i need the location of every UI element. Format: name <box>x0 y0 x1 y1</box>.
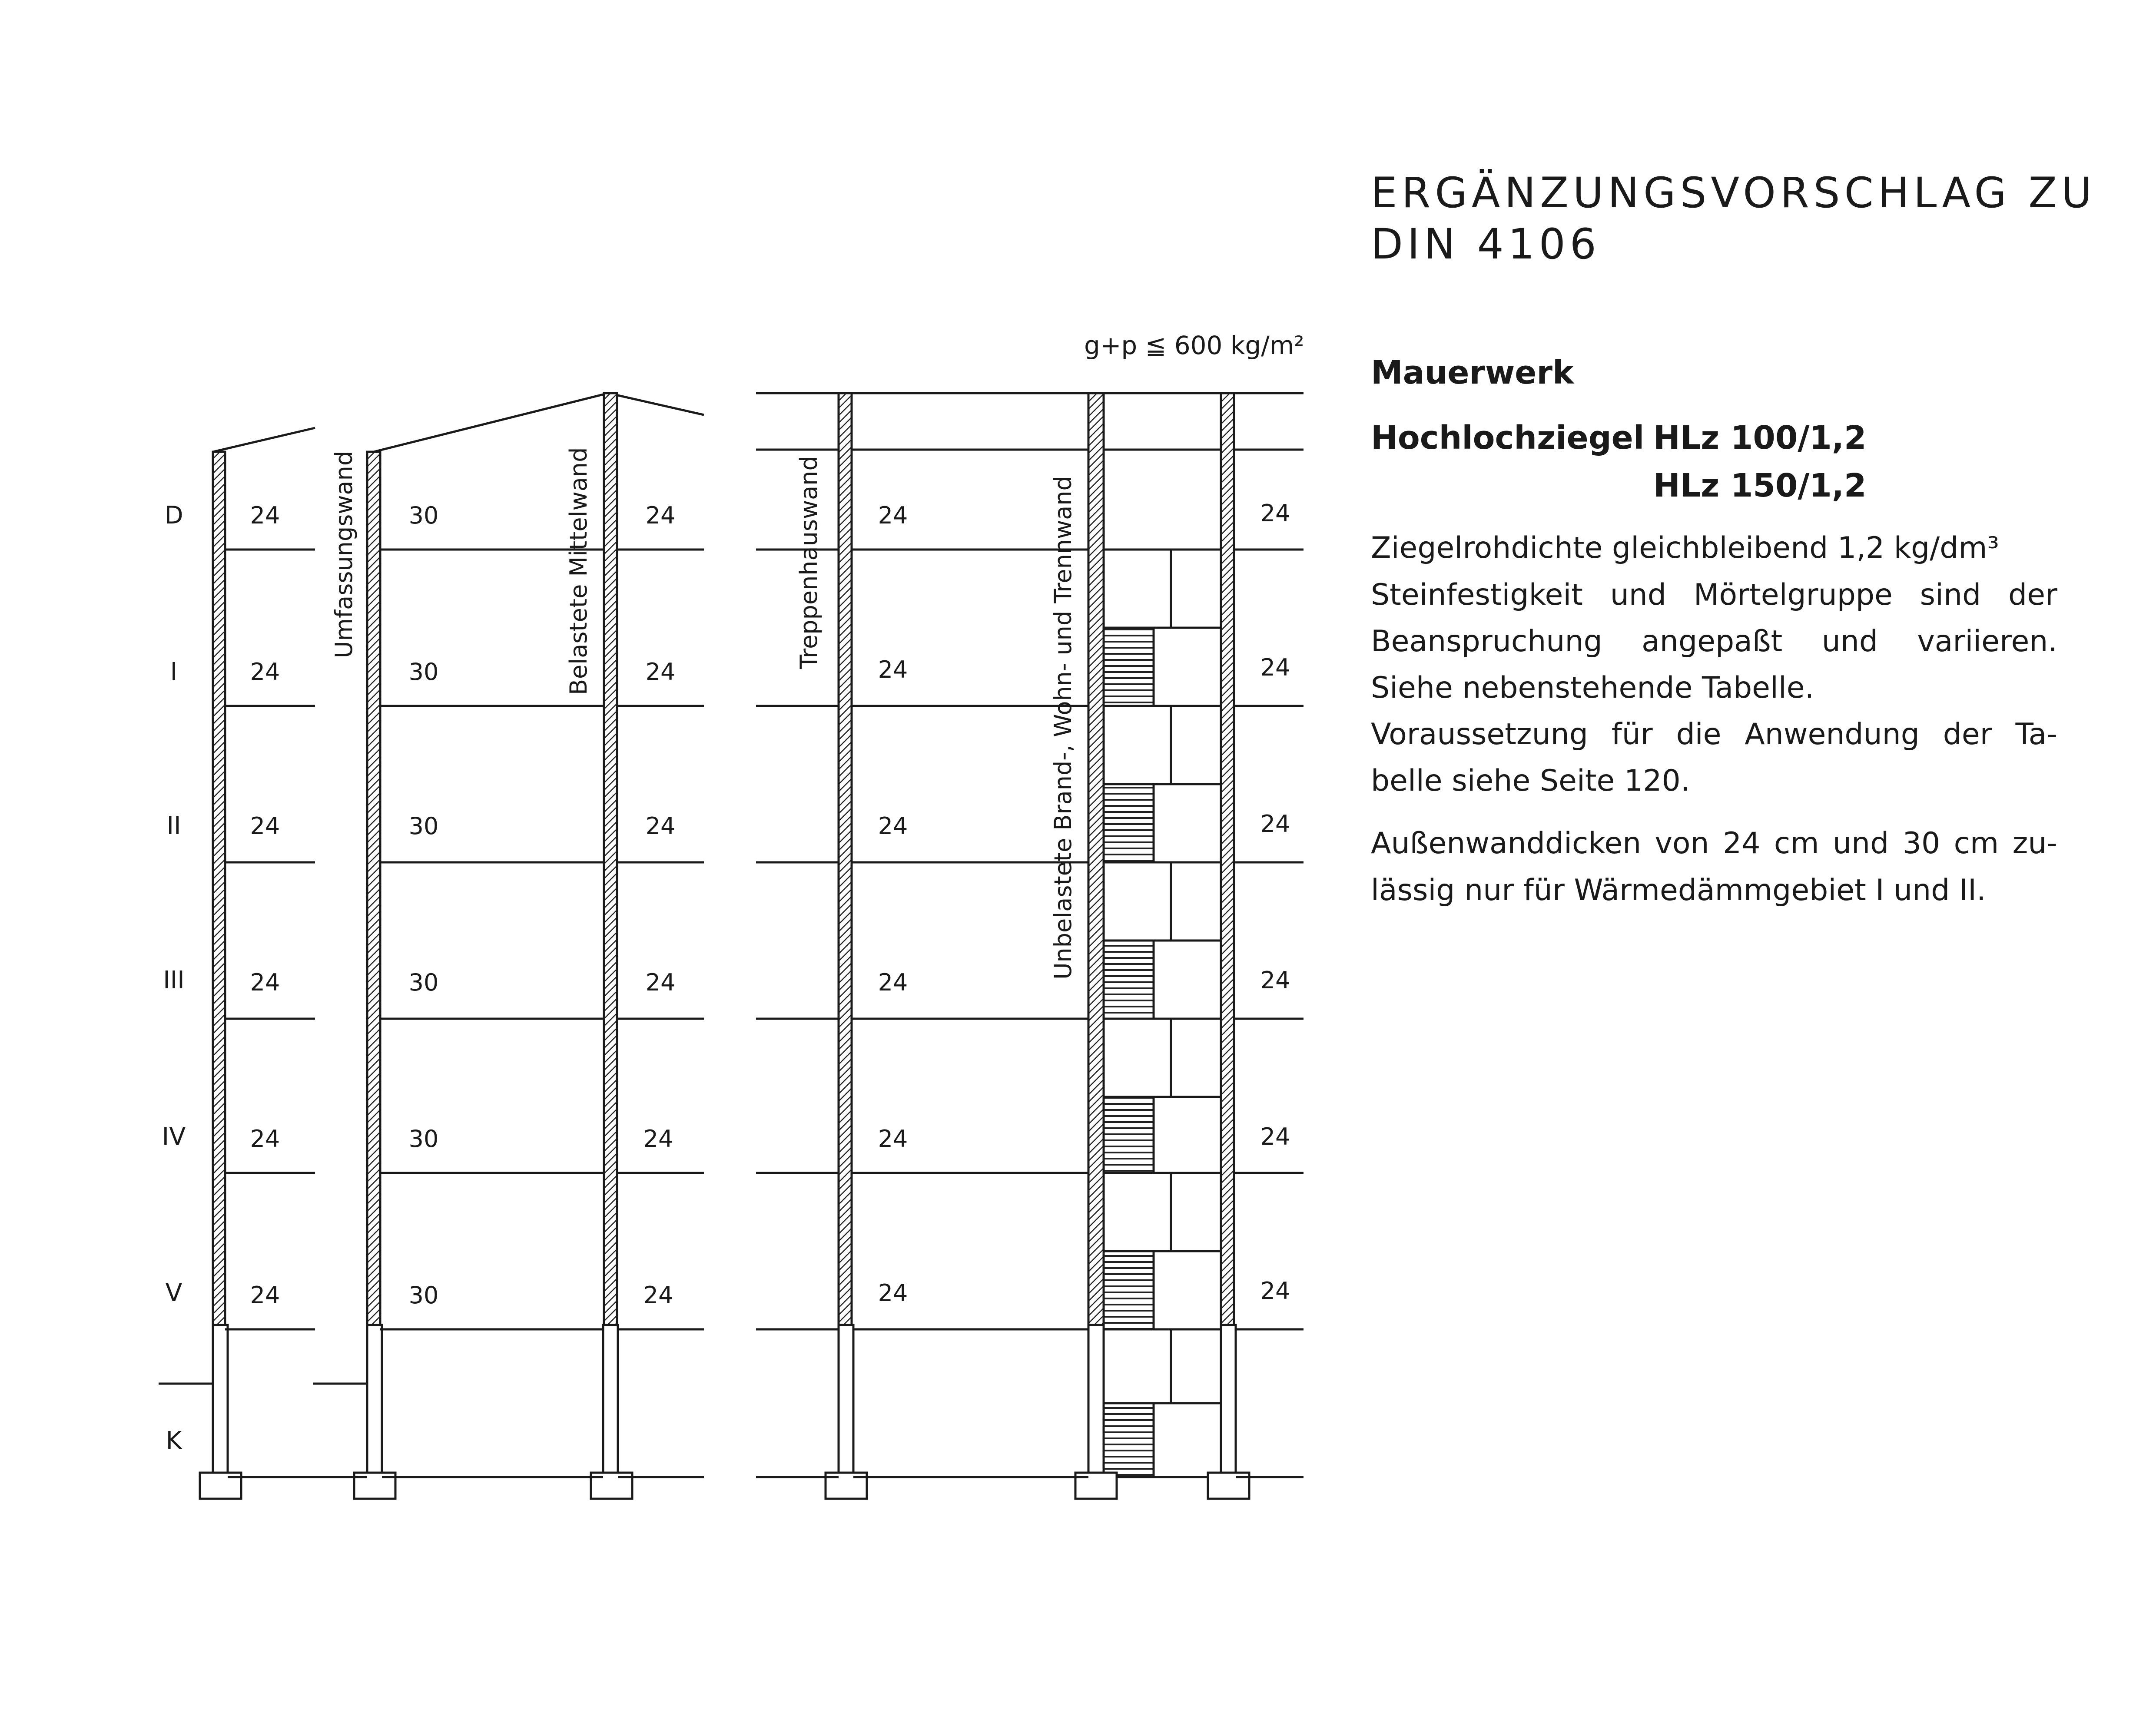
roof-line <box>608 393 704 415</box>
floor-label: K <box>166 1427 182 1455</box>
wall-thickness: 24 <box>645 658 676 686</box>
partition-wall <box>1088 393 1104 1325</box>
thickness-col2 <box>409 502 439 1309</box>
wall-thickness: 24 <box>643 1125 673 1153</box>
thickness-col3 <box>643 502 676 1309</box>
wall-thickness: 30 <box>408 1125 439 1153</box>
wall-thickness: 24 <box>250 502 280 529</box>
wall-thickness: 24 <box>645 812 676 840</box>
floor-label: IV <box>162 1123 186 1151</box>
wall-thickness: 24 <box>250 969 280 996</box>
wall-thickness: 30 <box>408 1282 439 1309</box>
floor-label: D <box>164 501 183 530</box>
load-note: g+p ≦ 600 kg/m² <box>1084 331 1304 360</box>
wall-label-stair: Treppenhauswand <box>795 456 823 669</box>
paragraph-line: Steinfestigkeit und Mörtelgruppe sind der <box>1371 578 2057 612</box>
wall-thickness: 24 <box>643 1282 673 1309</box>
document-title <box>1371 167 2110 270</box>
heading-product-label: Hochlochziegel <box>1371 419 1645 457</box>
center-wall <box>604 393 617 1325</box>
wall-thickness: 24 <box>1260 1277 1290 1305</box>
paragraph-line: Beanspruchung angepaßt und variieren. <box>1371 624 2057 659</box>
paragraph-line: belle siehe Seite 120. <box>1371 764 1690 798</box>
wall-thickness: 24 <box>878 812 908 840</box>
thickness-col5 <box>1260 500 1290 1305</box>
wall-thickness: 30 <box>408 969 439 996</box>
wall-thickness: 24 <box>250 658 280 686</box>
floor-labels <box>162 501 186 1455</box>
title-line-1: ERGÄNZUNGSVORSCHLAG ZU <box>1371 169 2096 217</box>
wall-thickness: 24 <box>645 969 676 996</box>
wall-thickness: 24 <box>878 1125 908 1153</box>
wall-thickness: 24 <box>1260 810 1290 838</box>
wall-thickness: 24 <box>1260 1123 1290 1150</box>
wall-thickness: 24 <box>878 1279 908 1307</box>
paragraph-line: Voraussetzung für die Anwendung der Ta- <box>1371 717 2057 752</box>
wall-thickness: 24 <box>645 502 676 529</box>
thickness-col1 <box>250 502 280 1309</box>
wall-thickness: 30 <box>408 812 439 840</box>
wall-thickness: 24 <box>878 969 908 996</box>
wall-thickness: 24 <box>878 502 908 529</box>
wall-thickness: 30 <box>408 658 439 686</box>
title-line-2: DIN 4106 <box>1371 220 1601 268</box>
floor-label: III <box>163 966 185 994</box>
wall-label-center: Belastete Mittelwand <box>565 447 592 695</box>
right-section <box>756 393 1304 1499</box>
wall-thickness: 24 <box>250 1282 280 1309</box>
outer-wall-left <box>213 452 225 1325</box>
paragraph-line: Ziegelrohdichte gleichbleibend 1,2 kg/dm³ <box>1371 531 1999 565</box>
roof-line <box>374 393 608 452</box>
stair-wall <box>839 393 852 1325</box>
paragraph-line: lässig nur für Wärmedämmgebiet I und II. <box>1371 873 1986 908</box>
wall-thickness: 24 <box>878 656 908 683</box>
basement-pier <box>213 1325 228 1473</box>
wall-thickness: 24 <box>1260 654 1290 681</box>
left-section <box>159 393 704 1499</box>
wall-thickness: 24 <box>1260 500 1290 527</box>
roof-line <box>213 428 315 452</box>
outer-wall-2 <box>367 452 380 1325</box>
floor-label: V <box>165 1279 182 1307</box>
heading-product-2: HLz 150/1,2 <box>1653 467 1867 504</box>
wall-thickness: 24 <box>250 1125 280 1153</box>
basement-pier <box>367 1325 382 1473</box>
paragraph-line: Außenwanddicken von 24 cm und 30 cm zu- <box>1371 826 2057 861</box>
wall-label-partition: Unbelastete Brand-, Wohn- und Trennwand <box>1049 476 1077 980</box>
basement-pier <box>603 1325 618 1473</box>
heading-material: Mauerwerk <box>1371 354 1574 391</box>
wall-thickness: 30 <box>408 502 439 529</box>
outer-wall-right <box>1221 393 1234 1325</box>
floor-label: I <box>170 658 178 686</box>
paragraph-line: Siehe nebenstehende Tabelle. <box>1371 671 1814 705</box>
wall-thickness: 24 <box>250 812 280 840</box>
thickness-col4 <box>878 502 908 1307</box>
floor-label: II <box>166 812 181 840</box>
wall-label-outer: Umfassungswand <box>330 450 358 658</box>
heading-product-1: HLz 100/1,2 <box>1653 419 1867 457</box>
wall-thickness: 24 <box>1260 967 1290 994</box>
